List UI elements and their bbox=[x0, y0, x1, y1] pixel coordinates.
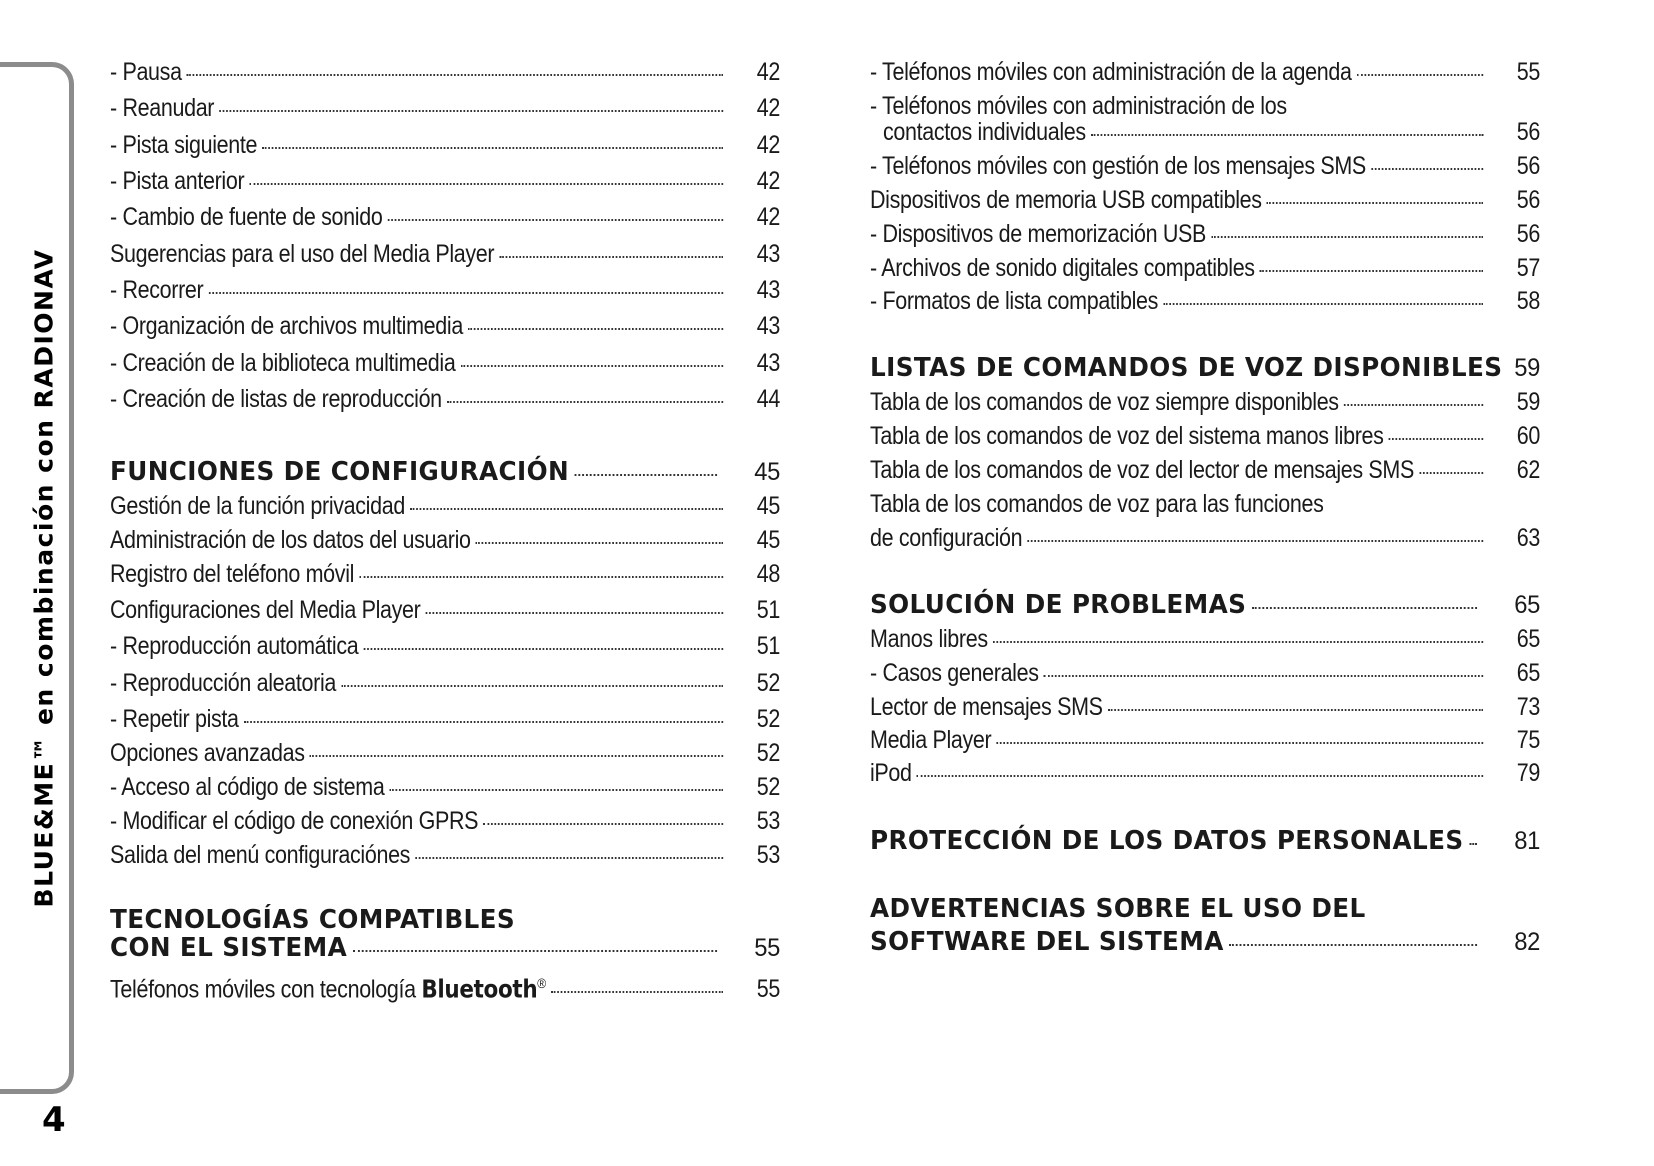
toc-entry-line: - Teléfonos móviles con administración de los bbox=[870, 92, 1287, 120]
toc-entry: Teléfonos móviles con tecnología Bluetooth® 55 bbox=[110, 974, 780, 1004]
toc-entry: Manos libres 65 bbox=[870, 625, 1540, 653]
toc-entry: - Reanudar 42 bbox=[110, 94, 780, 122]
toc-section-heading: PROTECCIÓN DE LOS DATOS PERSONALES 81 bbox=[870, 826, 1540, 856]
toc-entry: Media Player 75 bbox=[870, 726, 1540, 754]
toc-section-heading: FUNCIONES DE CONFIGURACIÓN 45 bbox=[110, 457, 780, 487]
toc-section-heading: SOFTWARE DEL SISTEMA 82 bbox=[870, 927, 1540, 957]
toc-entry: - Organización de archivos multimedia 43 bbox=[110, 312, 780, 340]
toc-entry: - Modificar el código de conexión GPRS 53 bbox=[110, 807, 780, 835]
toc-entry: - Repetir pista 52 bbox=[110, 705, 780, 733]
toc-entry: - Pausa 42 bbox=[110, 58, 780, 86]
toc-entry: - Pista siguiente 42 bbox=[110, 131, 780, 159]
toc-section-heading: CON EL SISTEMA 55 bbox=[110, 933, 780, 963]
toc-entry: Administración de los datos del usuario 45 bbox=[110, 526, 780, 554]
toc-entry: Opciones avanzadas 52 bbox=[110, 739, 780, 767]
toc-entry: Registro del teléfono móvil 48 bbox=[110, 560, 780, 588]
toc-entry: iPod 79 bbox=[870, 759, 1540, 787]
toc-section-heading: ADVERTENCIAS SOBRE EL USO DEL bbox=[870, 894, 1366, 924]
toc-entry: - Acceso al código de sistema 52 bbox=[110, 773, 780, 801]
toc-entry: Tabla de los comandos de voz del sistema manos libres 60 bbox=[870, 422, 1540, 450]
toc-entry: - Reproducción automática 51 bbox=[110, 632, 780, 660]
toc-entry: - Formatos de lista compatibles 58 bbox=[870, 287, 1540, 315]
page-number: 4 bbox=[42, 1100, 66, 1140]
toc-entry: - Recorrer 43 bbox=[110, 276, 780, 304]
toc-entry: de configuración 63 bbox=[870, 524, 1540, 552]
toc-section-heading: TECNOLOGÍAS COMPATIBLES bbox=[110, 905, 516, 935]
toc-entry: - Reproducción aleatoria 52 bbox=[110, 669, 780, 697]
toc-entry: - Archivos de sonido digitales compatibles 57 bbox=[870, 254, 1540, 282]
toc-entry: - Creación de listas de reproducción 44 bbox=[110, 385, 780, 413]
toc-entry: - Cambio de fuente de sonido 42 bbox=[110, 203, 780, 231]
toc-entry: Sugerencias para el uso del Media Player 43 bbox=[110, 240, 780, 268]
toc-entry: - Dispositivos de memorización USB 56 bbox=[870, 220, 1540, 248]
toc-section-heading: LISTAS DE COMANDOS DE VOZ DISPONIBLES 59 bbox=[870, 353, 1540, 383]
toc-entry: - Casos generales 65 bbox=[870, 659, 1540, 687]
toc-entry: Tabla de los comandos de voz del lector de mensajes SMS 62 bbox=[870, 456, 1540, 484]
toc-entry: Tabla de los comandos de voz siempre disponibles 59 bbox=[870, 388, 1540, 416]
toc-entry: Lector de mensajes SMS 73 bbox=[870, 693, 1540, 721]
toc-entry-line: Tabla de los comandos de voz para las funciones bbox=[870, 490, 1324, 518]
toc-entry: - Teléfonos móviles con administración de la agenda 55 bbox=[870, 58, 1540, 86]
toc-entry: Configuraciones del Media Player 51 bbox=[110, 596, 780, 624]
toc-entry: contactos individuales 56 bbox=[883, 118, 1540, 146]
toc-entry: - Pista anterior 42 bbox=[110, 167, 780, 195]
toc-entry: Salida del menú configuraciónes 53 bbox=[110, 841, 780, 869]
toc-section-heading: SOLUCIÓN DE PROBLEMAS 65 bbox=[870, 590, 1540, 620]
toc-entry: - Teléfonos móviles con gestión de los mensajes SMS 56 bbox=[870, 152, 1540, 180]
toc-entry: - Creación de la biblioteca multimedia 43 bbox=[110, 349, 780, 377]
toc-entry: Gestión de la función privacidad 45 bbox=[110, 492, 780, 520]
toc-entry: Dispositivos de memoria USB compatibles 56 bbox=[870, 186, 1540, 214]
side-section-label: BLUE&ME™ en combinación con RADIONAV bbox=[29, 248, 59, 908]
